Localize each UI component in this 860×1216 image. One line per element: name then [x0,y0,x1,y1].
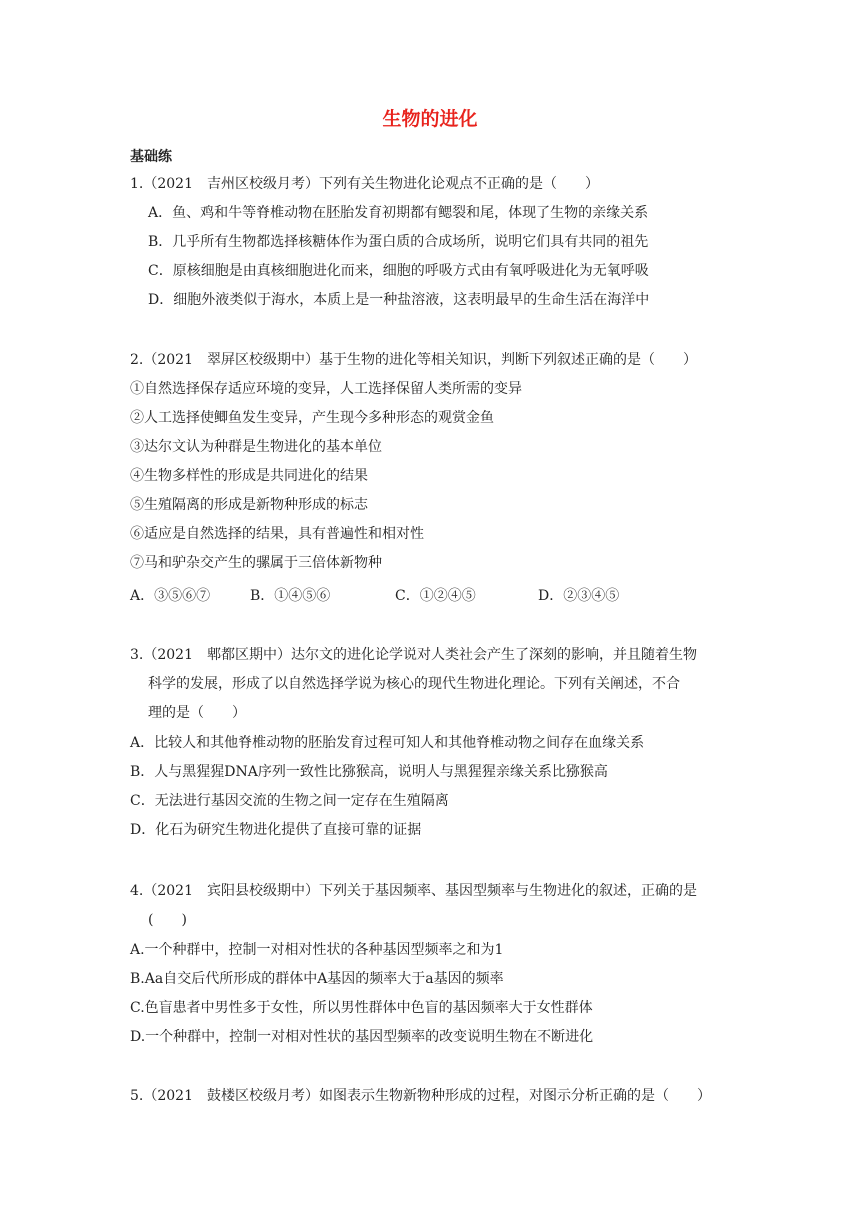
q1-option-b: B．几乎所有生物都选择核糖体作为蛋白质的合成场所，说明它们具有共同的祖先 [148,234,649,250]
q2-option-c: C．①②④⑤ [395,588,476,604]
q4-option-b: B.Aa自交后代所形成的群体中A基因的频率大于a基因的频率 [130,971,504,987]
q4-option-c: C.色盲患者中男性多于女性，所以男性群体中色盲的基因频率大于女性群体 [130,1000,593,1016]
q2-statement-1: ①自然选择保存适应环境的变异，人工选择保留人类所需的变异 [130,381,522,397]
q2-option-a: A．③⑤⑥⑦ [130,588,211,604]
q2-options [130,585,730,605]
q5-stem: 5.（2021 鼓楼区校级月考）如图表示生物新物种形成的过程，对图示分析正确的是（ ） [130,1088,711,1104]
q2-option-b: B．①④⑤⑥ [250,588,331,604]
q3-option-b: B．人与黑猩猩DNA序列一致性比猕猴高，说明人与黑猩猩亲缘关系比猕猴高 [130,764,608,780]
q3-stem-line-3: 理的是（ ） [148,705,246,721]
q1-option-d: D．细胞外液类似于海水，本质上是一种盐溶液，这表明最早的生命生活在海洋中 [148,292,650,308]
q2-statement-3: ③达尔文认为种群是生物进化的基本单位 [130,439,382,455]
q2-statement-7: ⑦马和驴杂交产生的骡属于三倍体新物种 [130,555,382,571]
q4-stem-line-1: 4.（2021 宾阳县校级期中）下列关于基因频率、基因型频率与生物进化的叙述，正确的是 [130,883,697,899]
q3-stem-line-2: 科学的发展，形成了以自然选择学说为核心的现代生物进化理论。下列有关阐述，不合 [148,676,680,692]
q2-statement-4: ④生物多样性的形成是共同进化的结果 [130,468,368,484]
q2-option-d: D．②③④⑤ [538,588,620,604]
q4-option-d: D.一个种群中，控制一对相对性状的基因型频率的改变说明生物在不断进化 [130,1029,594,1045]
section-label: 基础练 [130,149,172,165]
q4-option-a: A.一个种群中，控制一对相对性状的各种基因型频率之和为1 [130,942,504,958]
q2-stem: 2.（2021 翠屏区校级期中）基于生物的进化等相关知识，判断下列叙述正确的是（ ） [130,352,697,368]
q3-stem-line-1: 3.（2021 郫都区期中）达尔文的进化论学说对人类社会产生了深刻的影响，并且随着生物 [130,647,697,663]
q3-option-a: A．比较人和其他脊椎动物的胚胎发育过程可知人和其他脊椎动物之间存在血缘关系 [130,735,645,751]
q4-stem-line-2: ( ) [148,912,187,928]
q2-statement-5: ⑤生殖隔离的形成是新物种形成的标志 [130,497,368,513]
q1-option-c: C．原核细胞是由真核细胞进化而来，细胞的呼吸方式由有氧呼吸进化为无氧呼吸 [148,263,649,279]
q3-option-d: D．化石为研究生物进化提供了直接可靠的证据 [130,822,422,838]
q2-statement-6: ⑥适应是自然选择的结果，具有普遍性和相对性 [130,526,424,542]
q1-stem: 1.（2021 吉州区校级月考）下列有关生物进化论观点不正确的是（ ） [130,176,599,192]
q3-option-c: C．无法进行基因交流的生物之间一定存在生殖隔离 [130,793,449,809]
q1-option-a: A．鱼、鸡和牛等脊椎动物在胚胎发育初期都有鳃裂和尾，体现了生物的亲缘关系 [148,205,649,221]
q2-statement-2: ②人工选择使鲫鱼发生变异，产生现今多种形态的观赏金鱼 [130,410,494,426]
page-title: 生物的进化 [382,108,478,130]
